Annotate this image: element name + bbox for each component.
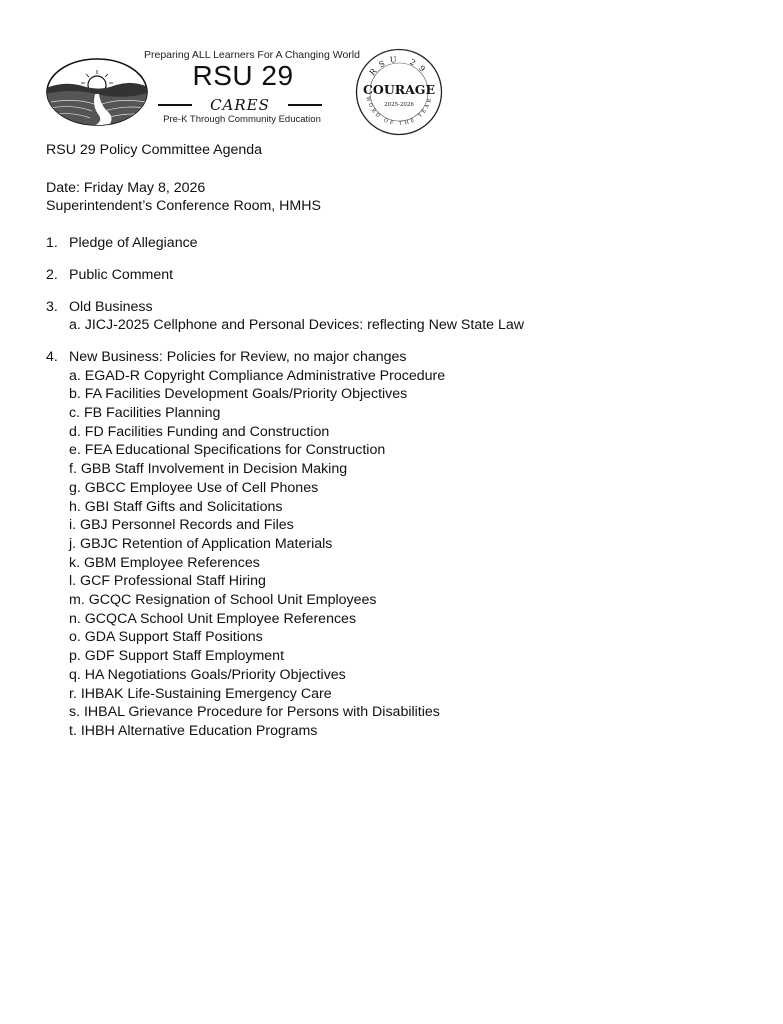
document-title: RSU 29 Policy Committee Agenda: [46, 142, 263, 158]
item-text: Pledge of Allegiance: [69, 235, 198, 252]
sub-item: n. GCQCA School Unit Employee References: [69, 610, 357, 627]
letterhead: [0, 0, 783, 145]
item-number: 4.: [46, 348, 58, 365]
courage-seal-icon: [355, 48, 443, 136]
item-number: 3.: [46, 298, 58, 315]
item-text: New Business: Policies for Review, no major changes: [69, 348, 407, 365]
item-number: 1.: [46, 235, 58, 252]
cares-banner: [154, 96, 326, 114]
divider: [288, 104, 322, 106]
sub-item: m. GCQC Resignation of School Unit Employees: [69, 592, 377, 609]
sub-item: c. FB Facilities Planning: [69, 405, 221, 422]
seal-bottom-text: WORD OF THE YEAR: [364, 95, 434, 128]
landscape-logo-icon: [46, 58, 148, 126]
sub-item: h. GBI Staff Gifts and Solicitations: [69, 498, 283, 515]
sub-item: k. GBM Employee References: [69, 554, 260, 571]
sub-item: a. JICJ-2025 Cellphone and Personal Devices: reflecting New State Law: [69, 317, 525, 334]
sub-item-list: [46, 367, 746, 741]
agenda-item: [46, 234, 746, 253]
sub-item: o. GDA Support Staff Positions: [69, 629, 263, 646]
sub-item: d. FD Facilities Funding and Construction: [69, 423, 330, 440]
cares-text: CARES: [210, 96, 270, 114]
tagline: Preparing ALL Learners For A Changing World: [144, 49, 360, 61]
sub-item: g. GBCC Employee Use of Cell Phones: [69, 479, 319, 496]
sub-item: b. FA Facilities Development Goals/Priority Objectives: [69, 386, 408, 403]
agenda-item: [46, 298, 746, 317]
sub-item: j. GBJC Retention of Application Materials: [69, 535, 333, 552]
sub-item: q. HA Negotiations Goals/Priority Objectives: [69, 666, 346, 683]
item-number: 2.: [46, 266, 58, 283]
sub-item: p. GDF Support Staff Employment: [69, 648, 285, 665]
subline: Pre-K Through Community Education: [163, 114, 321, 125]
org-name: RSU 29: [192, 60, 294, 91]
sub-item: r. IHBAK Life-Sustaining Emergency Care: [69, 685, 332, 702]
sub-item: e. FEA Educational Specifications for Construction: [69, 442, 386, 459]
sub-item: i. GBJ Personnel Records and Files: [69, 517, 294, 534]
agenda-document: [46, 141, 746, 741]
sub-item: l. GCF Professional Staff Hiring: [69, 573, 266, 590]
sub-item: a. EGAD-R Copyright Compliance Administrative Procedure: [69, 367, 446, 384]
seal-word: COURAGE: [362, 82, 436, 97]
item-text: Public Comment: [69, 266, 174, 283]
sub-item: t. IHBH Alternative Education Programs: [69, 722, 318, 739]
agenda-item: [46, 266, 746, 285]
seal-years: 2025-2026: [384, 102, 414, 108]
sub-item: f. GBB Staff Involvement in Decision Making: [69, 461, 348, 478]
meeting-location: Superintendent’s Conference Room, HMHS: [46, 198, 321, 215]
item-text: Old Business: [69, 298, 153, 315]
sub-item: s. IHBAL Grievance Procedure for Persons with Disabilities: [69, 704, 440, 721]
meeting-date: Date: Friday May 8, 2026: [46, 179, 206, 196]
seal-top-text: RSU 29: [367, 54, 431, 78]
agenda-item: [46, 348, 746, 367]
